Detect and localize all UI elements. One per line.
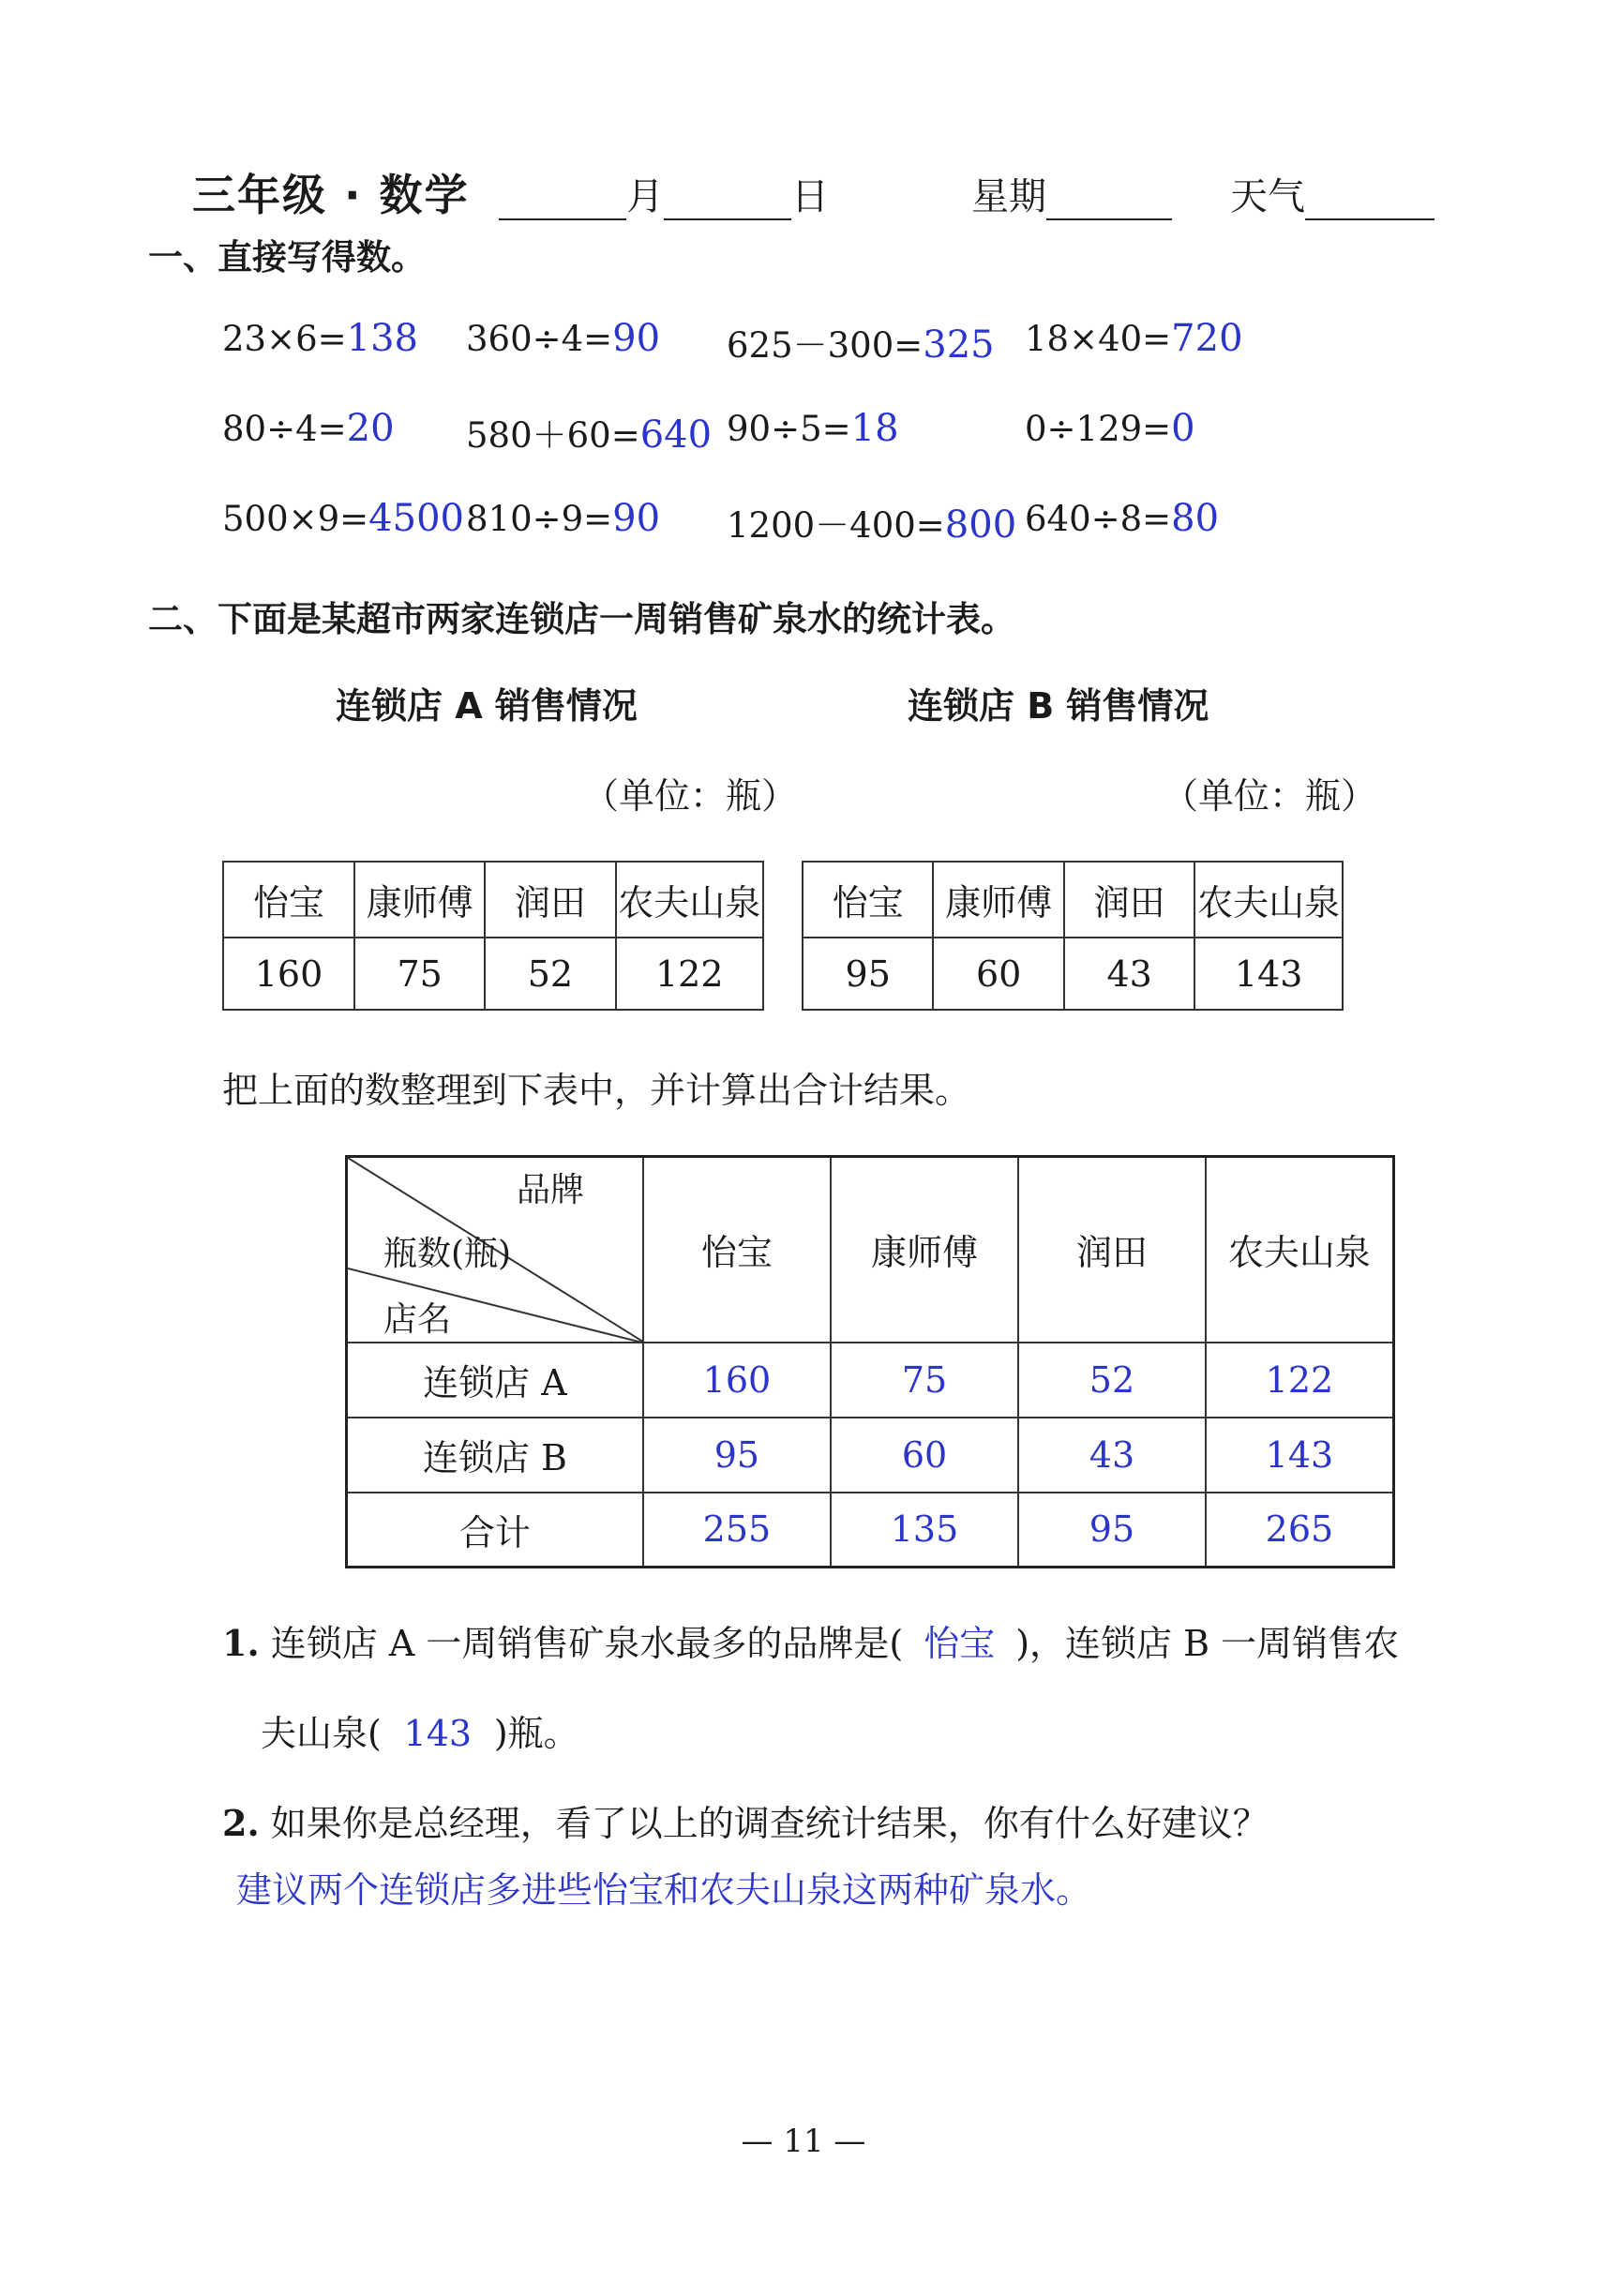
question-1-answer-b[interactable]: 143 <box>403 1713 473 1754</box>
equation-answer[interactable]: 4500 <box>368 497 464 540</box>
table-b-header: 怡宝 <box>803 862 933 938</box>
table-a-cell: 52 <box>485 938 615 1010</box>
equation-answer[interactable]: 800 <box>944 503 1017 547</box>
table-row <box>347 1418 1394 1493</box>
row-label: 连锁店 A <box>347 1343 643 1418</box>
table-b-cell: 60 <box>933 938 1063 1010</box>
equation-answer[interactable]: 80 <box>1171 497 1220 540</box>
equation-answer[interactable]: 720 <box>1171 317 1243 360</box>
equation-item <box>222 407 395 450</box>
summary-cell: 143 <box>1206 1418 1394 1493</box>
equation-expression: 360÷4= <box>466 319 613 359</box>
section2-title: 二、下面是某超市两家连锁店一周销售矿泉水的统计表。 <box>148 599 1015 639</box>
summary-brand-header: 康师傅 <box>831 1157 1018 1343</box>
table-a-header: 康师傅 <box>354 862 485 938</box>
equation-item <box>466 407 712 458</box>
question-1-text-b: )，连锁店 B 一周销售农 <box>1015 1623 1400 1664</box>
table-a-caption: 连锁店 A 销售情况 <box>336 685 638 727</box>
table-b <box>802 861 1344 1011</box>
summary-cell: 43 <box>1018 1418 1206 1493</box>
table-b-cell: 43 <box>1064 938 1194 1010</box>
question-1-text-a: 连锁店 A 一周销售矿泉水最多的品牌是( <box>270 1623 904 1664</box>
question-1-number: 1. <box>222 1622 260 1664</box>
question-2 <box>222 1794 1269 1846</box>
equation-answer[interactable]: 138 <box>346 317 418 360</box>
equation-answer[interactable]: 90 <box>612 497 661 540</box>
summary-brand-header: 怡宝 <box>643 1157 831 1343</box>
equation-expression: 90÷5= <box>727 409 851 449</box>
equation-item <box>222 317 418 360</box>
table-a-cell: 160 <box>223 938 354 1010</box>
summary-cell: 160 <box>643 1343 831 1418</box>
equation-expression: 1200－400= <box>727 505 945 546</box>
month-blank[interactable] <box>499 181 626 220</box>
worksheet-title: 三年级 · 数学 <box>192 170 470 220</box>
table-a-cell: 75 <box>354 938 485 1010</box>
section1-title: 一、直接写得数。 <box>148 237 426 278</box>
equation-item <box>727 317 995 368</box>
equation-expression: 810÷9= <box>466 499 613 539</box>
weather-field <box>1230 167 1434 220</box>
question-1-answer-a[interactable]: 怡宝 <box>924 1623 996 1664</box>
summary-cell: 75 <box>831 1343 1018 1418</box>
date-field <box>499 167 829 220</box>
summary-cell: 255 <box>643 1493 831 1568</box>
equation-item <box>1025 317 1243 360</box>
weather-label: 天气 <box>1230 175 1305 218</box>
equation-answer[interactable]: 18 <box>850 407 899 450</box>
table-b-header: 润田 <box>1064 862 1194 938</box>
question-1-line-2 <box>261 1704 579 1756</box>
table-b-header: 康师傅 <box>933 862 1063 938</box>
equation-expression: 580＋60= <box>466 415 640 456</box>
equation-item <box>466 497 660 540</box>
equation-expression: 23×6= <box>222 319 347 359</box>
equation-expression: 625－300= <box>727 325 924 366</box>
table-a-unit: （单位：瓶） <box>583 775 798 817</box>
table-a-header: 润田 <box>485 862 615 938</box>
equation-answer[interactable]: 0 <box>1171 407 1195 450</box>
equation-expression: 500×9= <box>222 499 369 539</box>
equation-expression: 18×40= <box>1025 319 1172 359</box>
equation-answer[interactable]: 325 <box>923 323 995 367</box>
corner-label-brand: 品牌 <box>517 1171 585 1209</box>
summary-table <box>345 1155 1395 1568</box>
weekday-label: 星期 <box>971 175 1046 218</box>
equation-answer[interactable]: 20 <box>346 407 395 450</box>
summary-cell: 95 <box>643 1418 831 1493</box>
equation-item <box>727 407 899 450</box>
table-b-unit: （单位：瓶） <box>1163 775 1377 817</box>
question-1-text-c: 夫山泉( <box>261 1713 382 1754</box>
corner-label-count: 瓶数(瓶) <box>383 1235 512 1273</box>
weekday-field <box>971 167 1172 220</box>
question-1-text-d: )瓶。 <box>493 1713 579 1754</box>
table-row <box>347 1343 1394 1418</box>
table-b-cell: 143 <box>1194 938 1343 1010</box>
summary-cell: 122 <box>1206 1343 1394 1418</box>
page-number: — 11 — <box>741 2123 866 2160</box>
corner-label-store: 店名 <box>383 1300 452 1339</box>
summary-brand-header: 农夫山泉 <box>1206 1157 1394 1343</box>
equation-expression: 80÷4= <box>222 409 347 449</box>
equation-item <box>1025 407 1195 450</box>
table-a-header: 怡宝 <box>223 862 354 938</box>
question-2-text: 如果你是总经理，看了以上的调查统计结果，你有什么好建议？ <box>270 1803 1269 1844</box>
summary-cell: 52 <box>1018 1343 1206 1418</box>
day-blank[interactable] <box>664 181 791 220</box>
question-1 <box>222 1614 1399 1666</box>
summary-cell: 135 <box>831 1493 1018 1568</box>
table-a-header: 农夫山泉 <box>616 862 763 938</box>
corner-header-cell <box>347 1157 643 1343</box>
summary-cell: 265 <box>1206 1493 1394 1568</box>
table-a-cell: 122 <box>616 938 763 1010</box>
equation-answer[interactable]: 640 <box>639 413 713 457</box>
summary-cell: 60 <box>831 1418 1018 1493</box>
equation-item <box>727 497 1016 548</box>
equation-expression: 0÷129= <box>1025 409 1172 449</box>
day-label: 日 <box>791 175 829 218</box>
question-2-number: 2. <box>222 1802 260 1844</box>
equation-item <box>1025 497 1219 540</box>
question-2-answer[interactable]: 建议两个连锁店多进些怡宝和农夫山泉这两种矿泉水。 <box>236 1869 1092 1911</box>
equation-item <box>222 497 464 540</box>
summary-cell: 95 <box>1018 1493 1206 1568</box>
summary-brand-header: 润田 <box>1018 1157 1206 1343</box>
table-row <box>347 1493 1394 1568</box>
equation-expression: 640÷8= <box>1025 499 1172 539</box>
table-a <box>222 861 764 1011</box>
weekday-blank[interactable] <box>1046 181 1172 220</box>
row-label: 合计 <box>347 1493 643 1568</box>
equation-answer[interactable]: 90 <box>612 317 661 360</box>
table-b-caption: 连锁店 B 销售情况 <box>908 685 1209 727</box>
equation-item <box>466 317 660 360</box>
row-label: 连锁店 B <box>347 1418 643 1493</box>
table-b-cell: 95 <box>803 938 933 1010</box>
month-label: 月 <box>626 175 664 218</box>
table-b-header: 农夫山泉 <box>1194 862 1343 938</box>
weather-blank[interactable] <box>1305 181 1434 220</box>
instruction-text: 把上面的数整理到下表中，并计算出合计结果。 <box>222 1070 971 1111</box>
